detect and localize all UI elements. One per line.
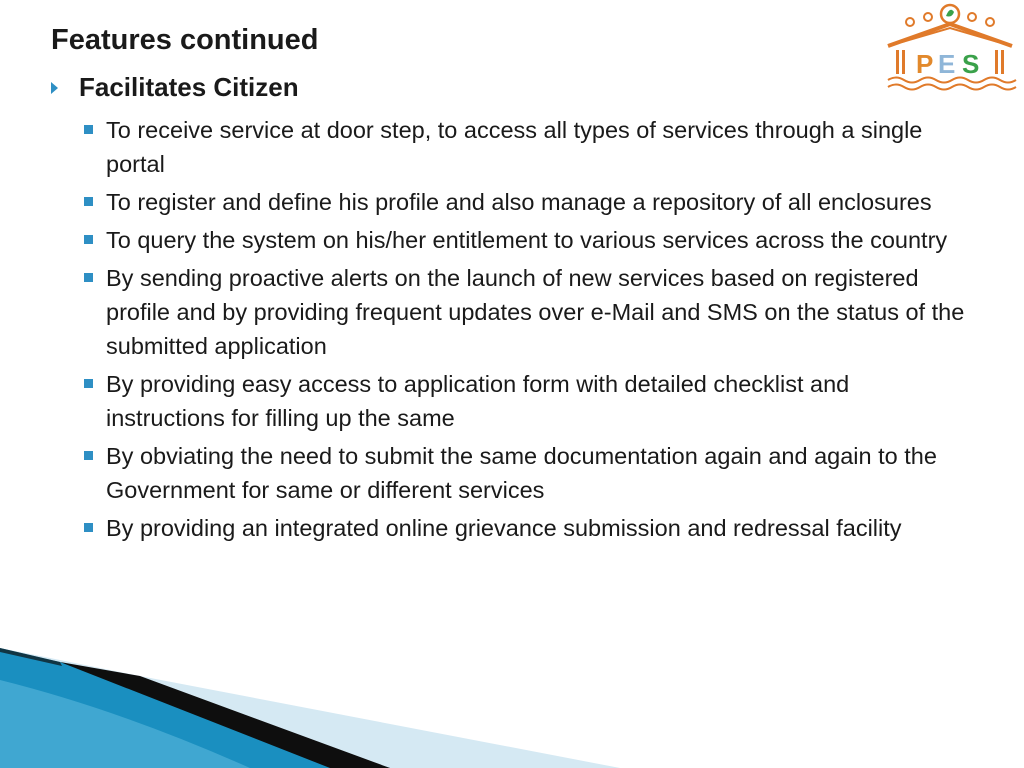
triangle-bullet-icon <box>51 82 58 94</box>
list-item <box>82 185 972 219</box>
square-bullet-icon <box>84 235 93 244</box>
slide-title: Features continued <box>51 24 319 56</box>
square-bullet-icon <box>84 125 93 134</box>
square-bullet-icon <box>84 197 93 206</box>
list-item <box>82 439 972 507</box>
bullet-text: By obviating the need to submit the same documentation again and again to the Government for same or different services <box>106 443 937 503</box>
logo-letter-s: S <box>962 49 980 79</box>
square-bullet-icon <box>84 273 93 282</box>
logo-letter-p: P <box>916 49 934 79</box>
bullet-text: By providing an integrated online grievance submission and redressal facility <box>106 515 902 541</box>
list-item <box>82 223 972 257</box>
list-item <box>82 261 972 363</box>
bullet-text: To receive service at door step, to access all types of services through a single portal <box>106 117 923 177</box>
square-bullet-icon <box>84 379 93 388</box>
subheading-text: Facilitates Citizen <box>79 72 299 102</box>
bullet-text: To query the system on his/her entitlement to various services across the country <box>106 227 948 253</box>
bullet-list <box>82 113 972 549</box>
bullet-text: By sending proactive alerts on the launch of new services based on registered profile and by providing frequent updates over e-Mail and SMS on the status of the submitted application <box>106 265 965 359</box>
pes-logo <box>882 0 1018 96</box>
corner-wave-decoration <box>0 640 1024 768</box>
square-bullet-icon <box>84 451 93 460</box>
logo-letter-e: E <box>938 49 956 79</box>
list-item <box>82 367 972 435</box>
square-bullet-icon <box>84 523 93 532</box>
list-item <box>82 511 972 545</box>
list-item <box>82 113 972 181</box>
subheading <box>51 72 299 103</box>
bullet-text: By providing easy access to application form with detailed checklist and instructions for filling up the same <box>106 371 850 431</box>
bullet-text: To register and define his profile and also manage a repository of all enclosures <box>106 189 932 215</box>
